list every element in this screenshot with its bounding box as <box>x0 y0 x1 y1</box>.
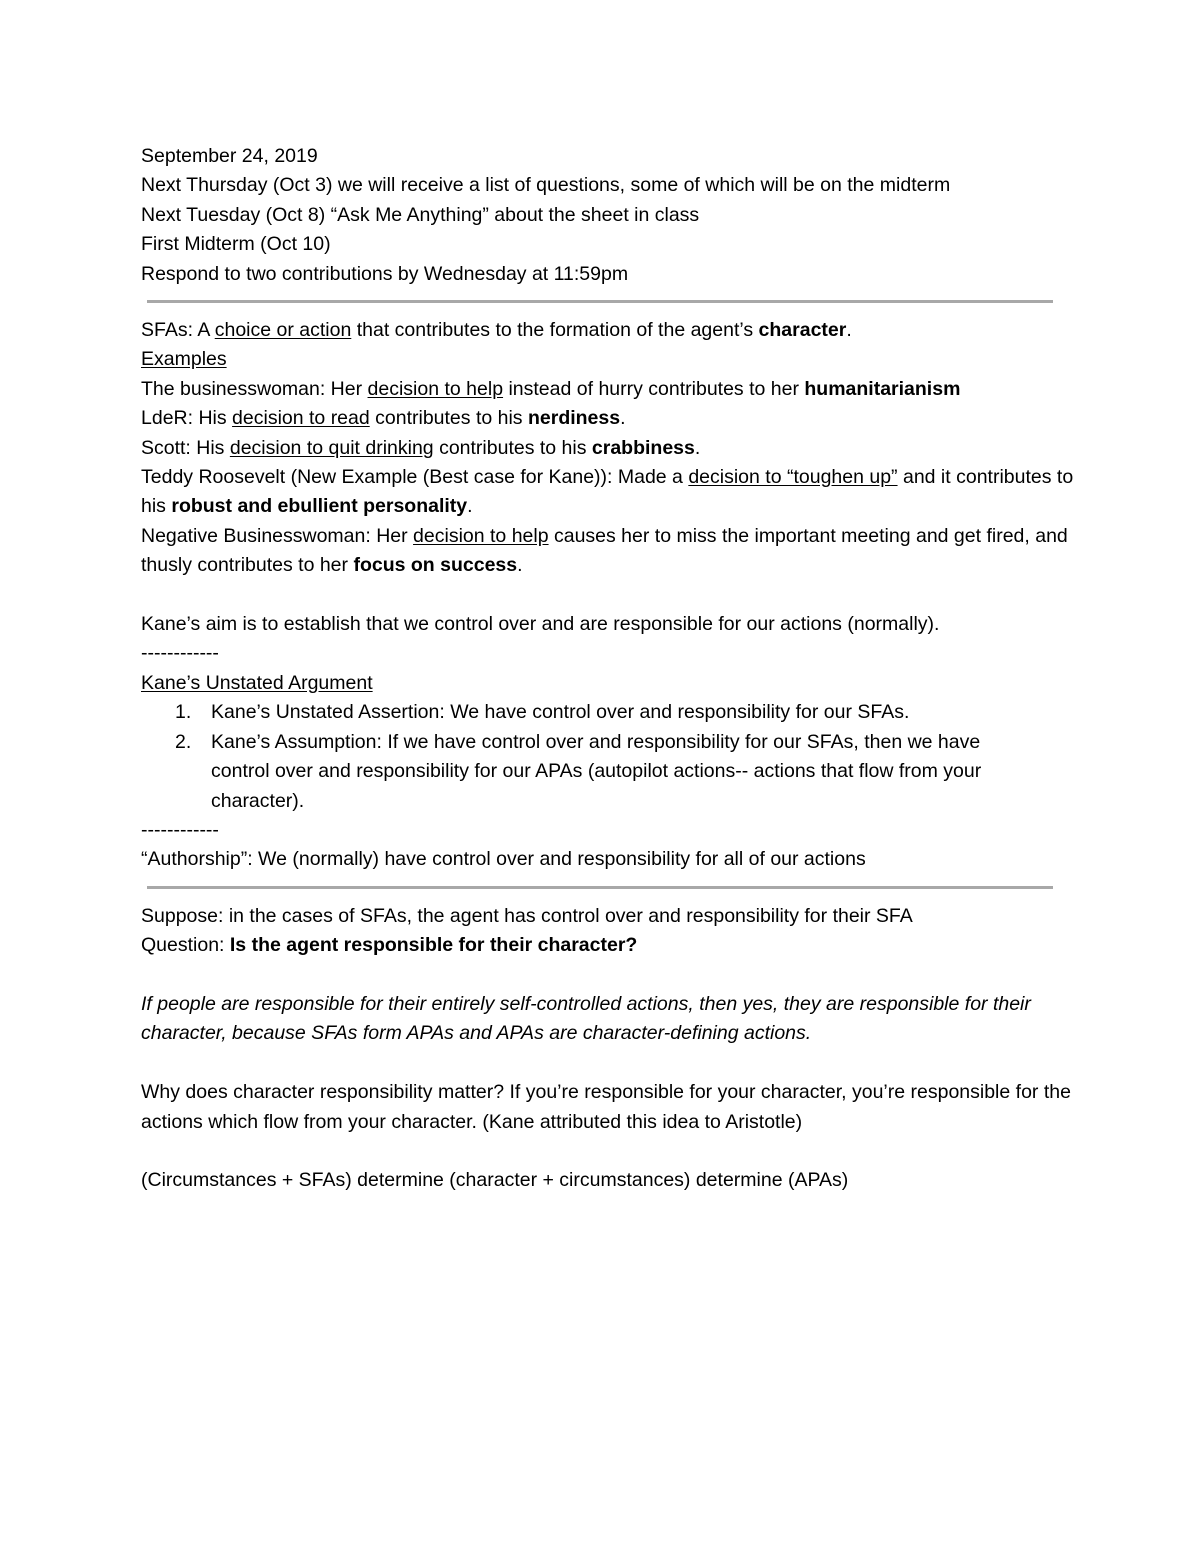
blank-line <box>141 581 1081 610</box>
sfa-def-prefix: SFAs: A <box>141 319 215 342</box>
question-line: Question: Is the agent responsible for their character? <box>141 934 638 957</box>
sfa-definition <box>141 316 1081 345</box>
sfa-def-middle: that contributes to the formation of the agent’s <box>351 319 759 342</box>
dash-separator: ------------ <box>141 642 219 665</box>
why-paragraph: Why does character responsibility matter? If you’re responsible for your character, you’re responsible for the actions which flow from your character. (Kane attributed this idea to Aristotle) <box>141 1081 1071 1133</box>
list-item: 1. Kane’s Unstated Assertion: We have control over and responsibility for our SFAs. <box>175 701 910 724</box>
announcement-4: Respond to two contributions by Wednesday at 11:59pm <box>141 262 629 285</box>
kane-aim: Kane’s aim is to establish that we control over and are responsible for our actions (normally). <box>141 613 940 636</box>
example-businesswoman: The businesswoman: Her decision to help instead of hurry contributes to her humanitarianism <box>141 377 961 400</box>
announcement-1: Next Thursday (Oct 3) we will receive a list of questions, some of which will be on the midterm <box>141 174 951 197</box>
blank-line <box>141 1049 1081 1078</box>
document-page <box>141 142 1081 1196</box>
date-line: September 24, 2019 <box>141 145 318 167</box>
blank-line <box>141 1137 1081 1166</box>
formula-line: (Circumstances + SFAs) determine (character + circumstances) determine (APAs) <box>141 1169 849 1192</box>
example-negative-businesswoman: Negative Businesswoman: Her decision to help causes her to miss the important meeting and get fired, and thusly contributes to her focus on success. <box>141 524 1068 577</box>
horizontal-rule <box>147 886 1053 889</box>
examples-heading: Examples <box>141 348 227 371</box>
italic-answer: If people are responsible for their entirely self-controlled actions, then yes, they are responsible for their character, because SFAs form APAs and APAs are character-defining actions. <box>141 992 1031 1045</box>
authorship-line: “Authorship”: We (normally) have control over and responsibility for all of our actions <box>141 848 866 871</box>
example-scott: Scott: His decision to quit drinking contributes to his crabbiness. <box>141 436 701 459</box>
blank-line <box>141 961 1081 990</box>
dash-separator: ------------ <box>141 818 219 841</box>
sfa-def-bold: character <box>758 319 847 342</box>
suppose-line: Suppose: in the cases of SFAs, the agent has control over and responsibility for their SFA <box>141 904 913 927</box>
argument-list <box>141 698 1081 816</box>
sfa-def-end: . <box>846 319 852 342</box>
horizontal-rule <box>147 300 1053 303</box>
example-lder: LdeR: His decision to read contributes to his nerdiness. <box>141 407 626 430</box>
announcement-2: Next Tuesday (Oct 8) “Ask Me Anything” about the sheet in class <box>141 203 700 226</box>
example-roosevelt: Teddy Roosevelt (New Example (Best case for Kane)): Made a decision to “toughen up” and it contributes to his robust and ebullient personality. <box>141 466 1074 518</box>
announcement-3: First Midterm (Oct 10) <box>141 233 331 256</box>
list-item: 2. Kane’s Assumption: If we have control over and responsibility for our SFAs, then we have control over and responsibility for our APAs (autopilot actions-- actions that flow from your character). <box>175 730 982 812</box>
sfa-def-underlined: choice or action <box>214 319 352 342</box>
argument-heading: Kane’s Unstated Argument <box>141 671 373 694</box>
